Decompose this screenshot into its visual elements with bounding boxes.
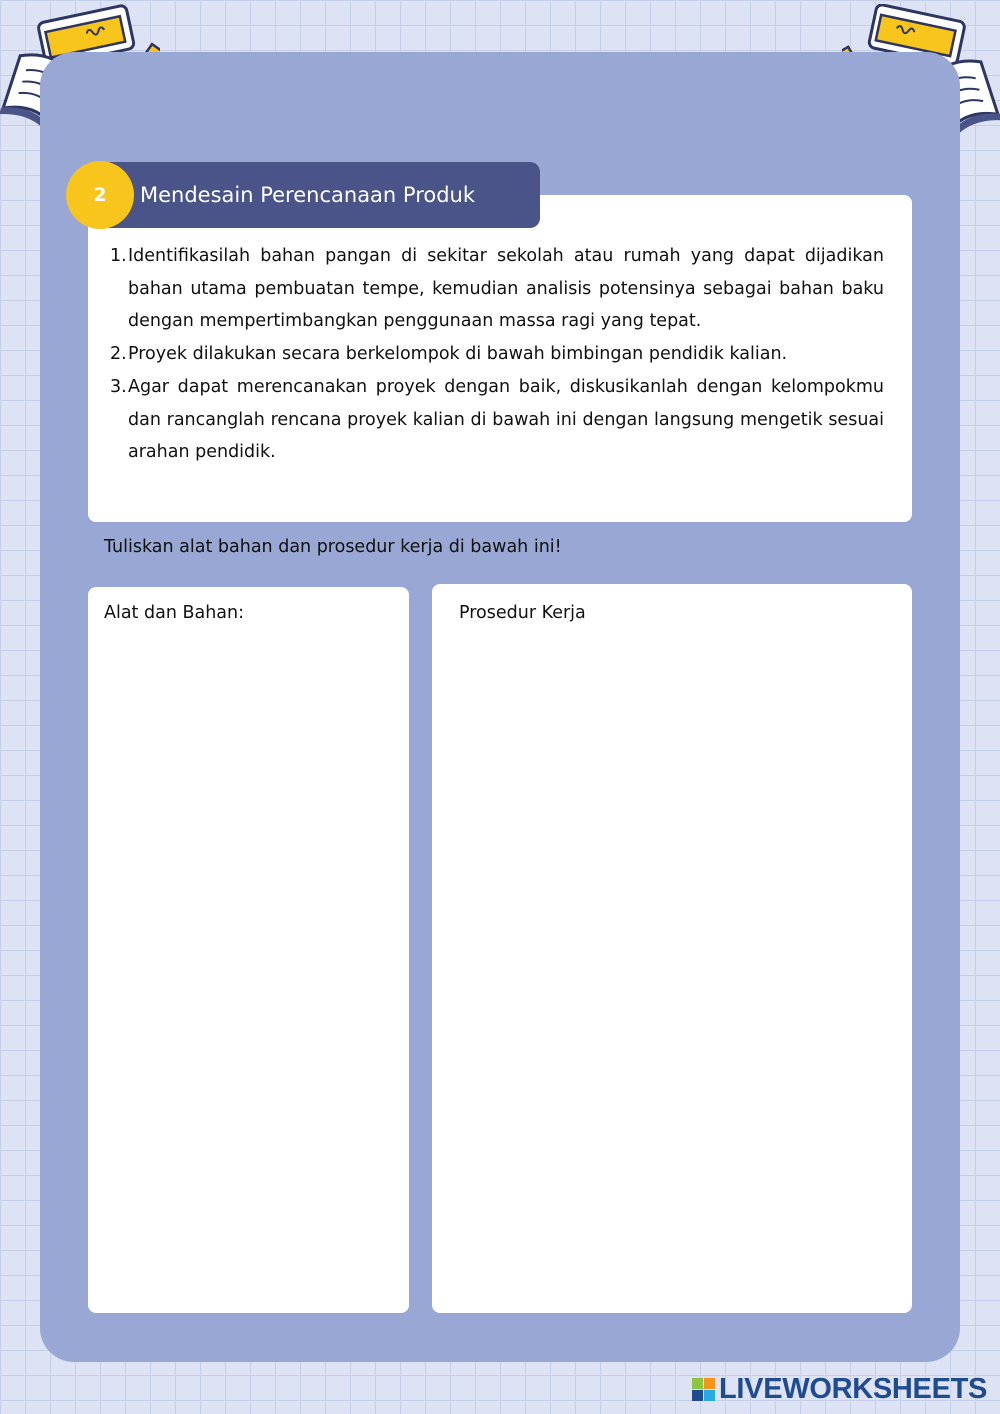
procedure-label: Prosedur Kerja [459,603,586,623]
liveworksheets-logo-icon [692,1378,715,1401]
section-number-badge: 2 [66,161,134,229]
procedure-answer-box[interactable] [432,584,912,1313]
instruction-text: Identifikasilah bahan pangan di sekitar sekolah atau rumah yang dapat dijadikan bahan utama pembuatan tempe, kemudian analisis potensinya sebagai bahan baku dengan mempertimbangkan penggunaan massa ragi yang tepat. [128,246,884,332]
materials-answer-box[interactable] [88,587,409,1313]
materials-label: Alat dan Bahan: [104,603,244,623]
instruction-number: 3. [110,376,127,397]
instruction-number: 2. [110,344,127,365]
materials-input-area[interactable] [98,643,399,1303]
instruction-text: Agar dapat merencanakan proyek dengan baik, diskusikanlah dengan kelompokmu dan rancanglah rencana proyek kalian di bawah ini dengan langsung mengetik sesuai arahan pendidik. [128,376,884,463]
instruction-list [110,240,884,469]
section-title-banner [100,162,540,228]
instruction-item [110,338,884,371]
answer-prompt: Tuliskan alat bahan dan prosedur kerja di bawah ini! [104,537,562,557]
procedure-input-area[interactable] [442,640,902,1303]
instruction-text: Proyek dilakukan secara berkelompok di bawah bimbingan pendidik kalian. [128,344,788,365]
instruction-item [110,371,884,469]
instruction-number: 1. [110,246,127,266]
brand-name: LIVEWORKSHEETS [719,1372,988,1405]
section-title: Mendesain Perencanaan Produk [140,183,476,207]
instruction-item [110,240,884,338]
liveworksheets-brand [692,1374,987,1404]
